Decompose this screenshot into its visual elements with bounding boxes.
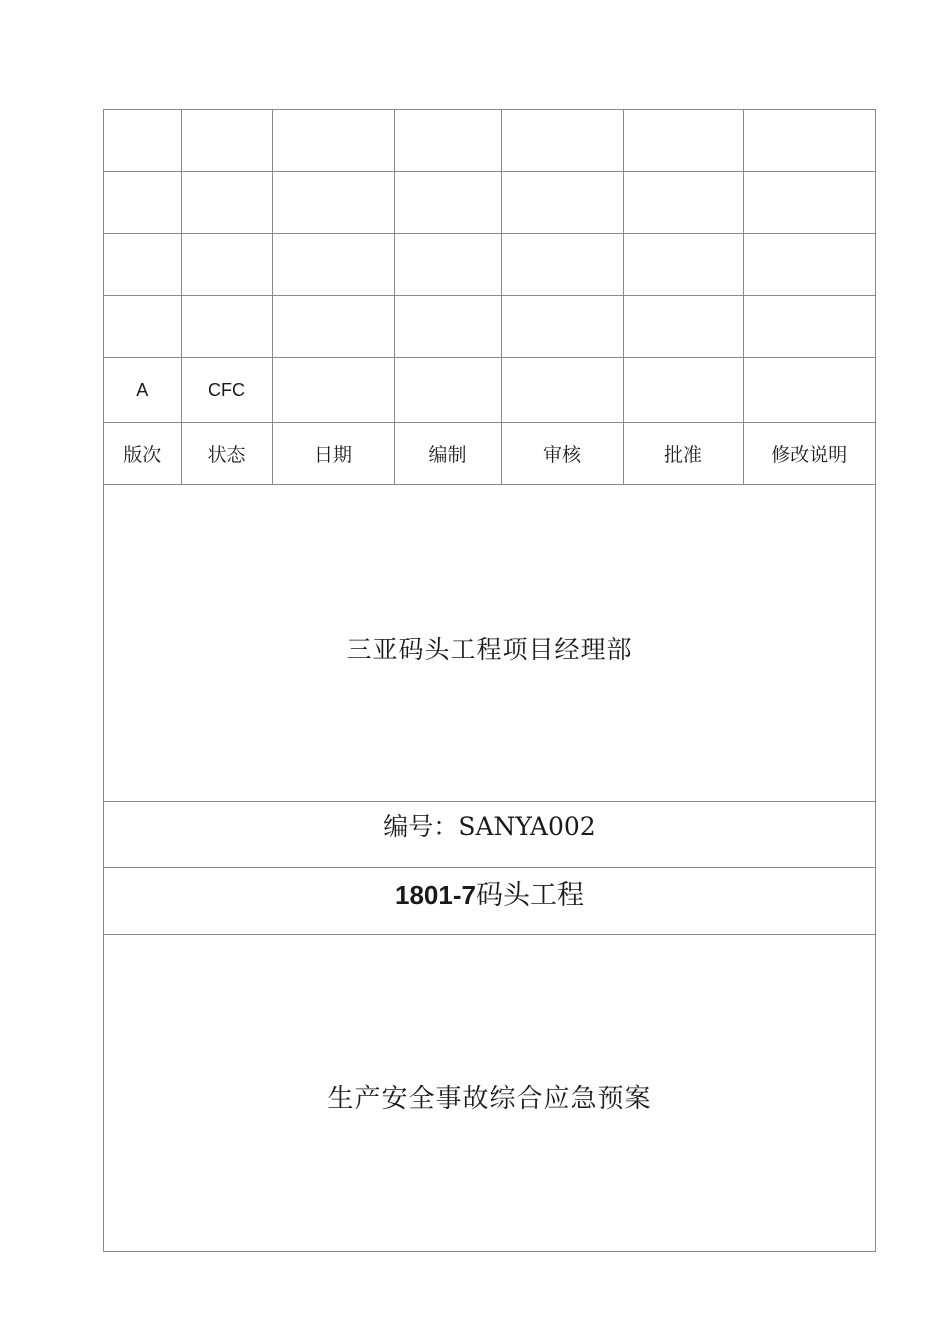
table-cell — [181, 172, 272, 234]
revision-blank-row — [104, 296, 875, 358]
revision-header-row — [104, 423, 875, 485]
approved-header: 批准 — [623, 423, 743, 485]
table-cell — [394, 296, 501, 358]
table-cell — [104, 110, 181, 172]
document-code-section — [104, 802, 875, 868]
table-cell — [272, 234, 394, 296]
document-code-label: 编号： — [383, 812, 459, 841]
status-header: 状态 — [181, 423, 272, 485]
status-cell: CFC — [181, 358, 272, 423]
table-cell — [743, 234, 875, 296]
document-code — [104, 807, 875, 843]
table-cell — [743, 172, 875, 234]
approved-cell — [623, 358, 743, 423]
revision-blank-row — [104, 172, 875, 234]
table-cell — [394, 110, 501, 172]
table-cell — [743, 110, 875, 172]
project-number: 1801-7 — [395, 880, 476, 910]
table-cell — [623, 234, 743, 296]
revision-table — [104, 110, 875, 485]
table-cell — [501, 234, 623, 296]
prepared-header: 编制 — [394, 423, 501, 485]
table-cell — [501, 296, 623, 358]
table-cell — [104, 172, 181, 234]
table-cell — [272, 296, 394, 358]
reviewed-cell — [501, 358, 623, 423]
project-name: 码头工程 — [475, 880, 584, 911]
project-section — [104, 868, 875, 935]
table-cell — [394, 234, 501, 296]
table-cell — [501, 172, 623, 234]
table-cell — [501, 110, 623, 172]
table-cell — [272, 172, 394, 234]
remarks-header: 修改说明 — [743, 423, 875, 485]
plan-title: 生产安全事故综合应急预案 — [327, 1084, 652, 1114]
organization-name: 三亚码头工程项目经理部 — [346, 635, 633, 664]
remarks-cell — [743, 358, 875, 423]
plan-section — [104, 935, 875, 1251]
table-cell — [623, 296, 743, 358]
document-code-value: SANYA002 — [458, 812, 596, 841]
revision-entry-row — [104, 358, 875, 423]
prepared-cell — [394, 358, 501, 423]
table-cell — [104, 234, 181, 296]
organization-section — [104, 484, 875, 802]
revision-blank-row — [104, 234, 875, 296]
version-cell: A — [104, 358, 181, 423]
document-cover — [103, 109, 876, 1252]
table-cell — [272, 110, 394, 172]
table-cell — [181, 296, 272, 358]
date-cell — [272, 358, 394, 423]
table-cell — [394, 172, 501, 234]
table-cell — [623, 110, 743, 172]
table-cell — [104, 296, 181, 358]
date-header: 日期 — [272, 423, 394, 485]
table-cell — [181, 110, 272, 172]
table-cell — [181, 234, 272, 296]
reviewed-header: 审核 — [501, 423, 623, 485]
table-cell — [743, 296, 875, 358]
table-cell — [623, 172, 743, 234]
revision-blank-row — [104, 110, 875, 172]
version-header: 版次 — [104, 423, 181, 485]
project-title — [104, 873, 875, 912]
